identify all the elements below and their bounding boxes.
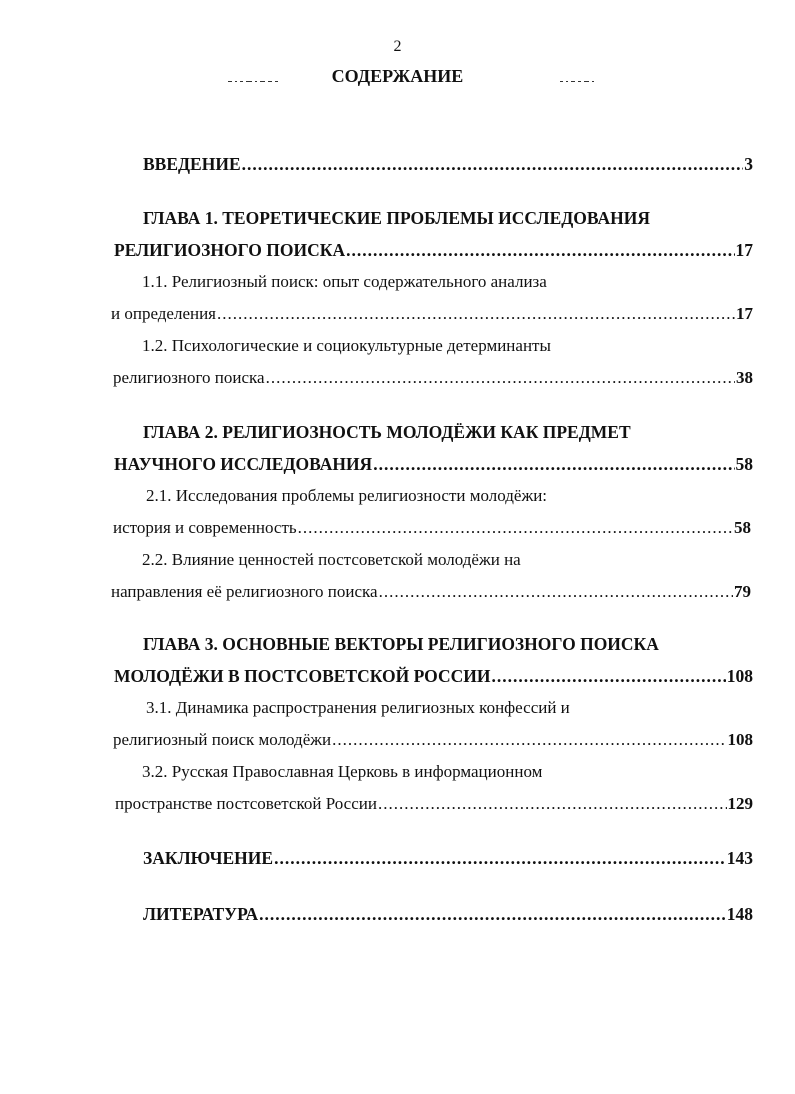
toc-entry-intro[interactable] [143,154,753,175]
toc-leader [259,904,726,925]
toc-2-1-line1[interactable]: 2.1. Исследования проблемы религиозности молодёжи: [146,486,548,505]
toc-2-1-line2: история и современность [113,518,297,537]
toc-intro-page: 3 [744,154,753,174]
toc-entry-ch3[interactable] [114,666,753,687]
toc-2-2-line2: направления её религиозного поиска [111,582,378,601]
toc-ch3-heading-line1[interactable]: ГЛАВА 3. ОСНОВНЫЕ ВЕКТОРЫ РЕЛИГИОЗНОГО ПОИСКА [143,634,659,654]
toc-entry-3-1[interactable] [113,730,753,750]
toc-3-2-line1[interactable]: 3.2. Русская Православная Церковь в информационном [142,762,543,781]
toc-entry-2-2[interactable] [111,582,751,602]
page-number: 2 [393,38,402,55]
toc-1-2-line2: религиозного поиска [113,368,265,387]
toc-2-2-page: 79 [734,582,751,601]
page-title: СОДЕРЖАНИЕ [331,66,464,86]
toc-ch2-heading-line2: НАУЧНОГО ИССЛЕДОВАНИЯ [114,454,373,474]
toc-ch1-heading-line2: РЕЛИГИОЗНОГО ПОИСКА [114,240,346,260]
toc-leader [378,794,727,814]
toc-1-1-line2: и определения [111,304,217,323]
toc-1-2-line1[interactable]: 1.2. Психологические и социокультурные детерминанты [142,336,551,355]
toc-3-2-line2: пространстве постсоветской России [115,794,377,813]
toc-1-1-page: 17 [736,304,753,323]
toc-leader [217,304,735,324]
toc-leader [274,848,726,869]
toc-2-1-page: 58 [734,518,751,537]
toc-entry-conclusion[interactable] [143,848,753,869]
toc-ch2-page: 58 [735,454,753,474]
toc-2-2-line1[interactable]: 2.2. Влияние ценностей постсоветской молодёжи на [142,550,521,569]
toc-leader [266,368,735,388]
toc-ch3-page: 108 [726,666,753,686]
toc-intro-text: ВВЕДЕНИЕ [143,154,241,174]
toc-leader [379,582,733,602]
toc-entry-2-1[interactable] [113,518,751,538]
toc-1-2-page: 38 [736,368,753,387]
toc-leader [492,666,726,687]
toc-ch3-heading-line2: МОЛОДЁЖИ В ПОСТСОВЕТСКОЙ РОССИИ [114,666,491,686]
toc-3-2-page: 129 [727,794,753,813]
toc-3-1-page: 108 [727,730,753,749]
toc-entry-3-2[interactable] [115,794,753,814]
toc-conclusion-page: 143 [726,848,753,868]
toc-entry-1-1[interactable] [111,304,753,324]
toc-entry-ch2[interactable] [114,454,753,475]
toc-leader [332,730,726,750]
scan-noise-right [560,72,597,82]
toc-ch1-heading-line1[interactable]: ГЛАВА 1. ТЕОРЕТИЧЕСКИЕ ПРОБЛЕМЫ ИССЛЕДОВАНИЯ [143,208,650,228]
toc-entry-ch1[interactable] [114,240,753,261]
toc-leader [346,240,734,261]
toc-leader [242,154,744,175]
toc-1-1-line1[interactable]: 1.1. Религиозный поиск: опыт содержательного анализа [142,272,547,291]
toc-3-1-line2: религиозный поиск молодёжи [113,730,332,749]
toc-leader [373,454,734,475]
toc-leader [298,518,733,538]
toc-ch1-page: 17 [735,240,753,260]
toc-3-1-line1[interactable]: 3.1. Динамика распространения религиозных конфессий и [146,698,570,717]
toc-conclusion-text: ЗАКЛЮЧЕНИЕ [143,848,274,868]
toc-entry-1-2[interactable] [113,368,753,388]
toc-literature-page: 148 [726,904,753,924]
toc-literature-text: ЛИТЕРАТУРА [143,904,259,924]
toc-ch2-heading-line1[interactable]: ГЛАВА 2. РЕЛИГИОЗНОСТЬ МОЛОДЁЖИ КАК ПРЕДМЕТ [143,422,631,442]
toc-entry-literature[interactable] [143,904,753,925]
